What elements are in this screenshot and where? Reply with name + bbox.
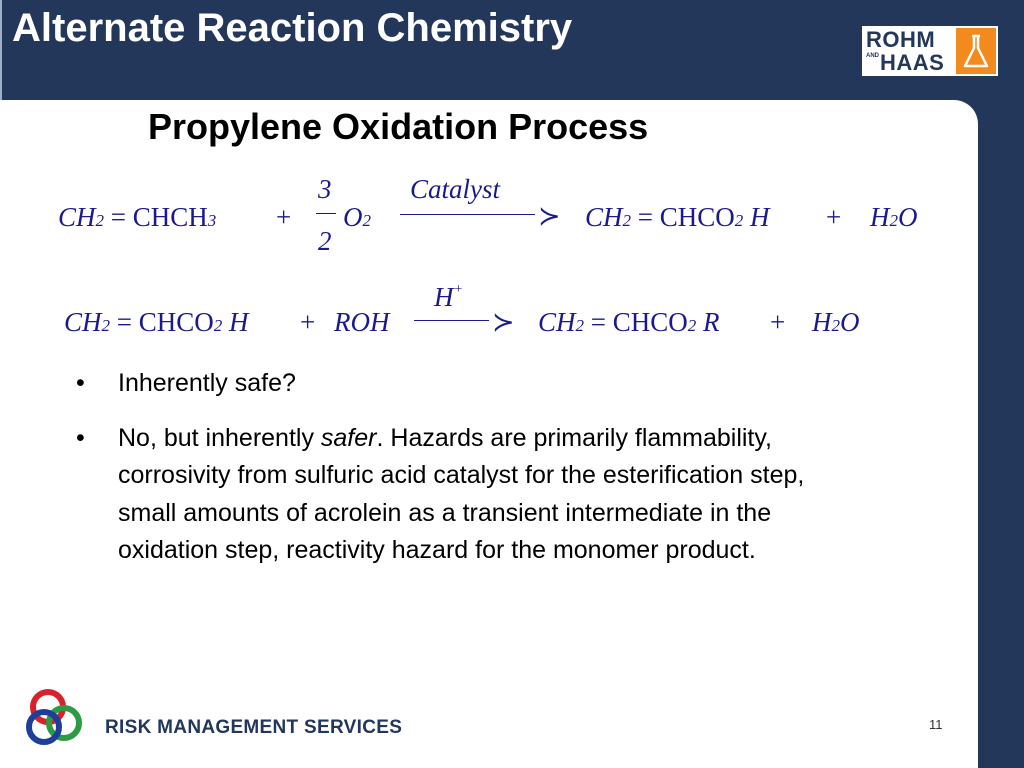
- equation-1-plus-2: +: [826, 202, 842, 232]
- bullet-list: [76, 365, 856, 587]
- bullet-marker: •: [76, 369, 85, 397]
- rohm-and-haas-logo: [862, 26, 998, 76]
- equation-1-reactant-1: CH2 = CHCH3: [58, 202, 217, 232]
- bullet-marker: •: [76, 423, 85, 452]
- equation-1-reactant-2: O2: [343, 202, 371, 232]
- equation-2-catalyst: H+: [434, 282, 463, 312]
- equation-1-product-1: CH2 = CHCO2 H: [585, 202, 770, 232]
- equation-2-plus-2: +: [770, 307, 786, 337]
- bullet-text-emphasis: safer: [320, 423, 377, 452]
- page-number: 11: [929, 717, 943, 732]
- bullet-text: Inherently safe?: [118, 369, 296, 397]
- header-bar: [0, 0, 1024, 100]
- risk-management-rings-icon: [20, 683, 90, 753]
- slide-title: Alternate Reaction Chemistry: [12, 6, 573, 50]
- equation-1-arrow-line: [400, 214, 535, 215]
- equation-1-fraction-bar: [316, 213, 336, 214]
- equation-1-catalyst: Catalyst: [410, 174, 501, 204]
- equation-2-product-2: H2O: [812, 307, 860, 337]
- flask-icon: [956, 28, 996, 74]
- equation-1-fraction-denominator: 2: [318, 226, 332, 256]
- bullet-item: [76, 420, 856, 570]
- equation-1-plus-1: +: [276, 202, 292, 232]
- logo-text-and: AND: [866, 53, 879, 59]
- equation-2-product-1: CH2 = CHCO2 R: [538, 307, 720, 337]
- equation-1-arrow-head: ≻: [538, 201, 561, 231]
- equation-2-arrow-line: [414, 320, 489, 321]
- slide-content: [0, 100, 978, 768]
- slide-subtitle: Propylene Oxidation Process: [148, 106, 649, 147]
- bullet-item: [76, 365, 856, 403]
- equation-2-reactant-1: CH2 = CHCO2 H: [64, 307, 249, 337]
- footer-org-name: RISK MANAGEMENT SERVICES: [105, 717, 403, 738]
- bullet-text-pre: No, but inherently: [118, 423, 321, 452]
- equation-2-plus-1: +: [300, 307, 316, 337]
- bullet-text-post: . Hazards are primarily flammability, corrosivity from sulfuric acid catalyst for the esterification step, small amounts of acrolein as a transient intermediate in the oxidation step, reactivity hazard for the monomer product.: [118, 423, 805, 564]
- logo-text-haas: HAAS: [880, 50, 945, 75]
- equation-1-fraction-numerator: 3: [318, 174, 332, 204]
- equation-2-reactant-2: ROH: [334, 307, 390, 337]
- header-rule: [0, 0, 2, 100]
- equation-2-arrow-head: ≻: [492, 307, 515, 337]
- equation-1-product-2: H2O: [870, 202, 918, 232]
- logo-text-rohm: ROHM: [866, 27, 936, 52]
